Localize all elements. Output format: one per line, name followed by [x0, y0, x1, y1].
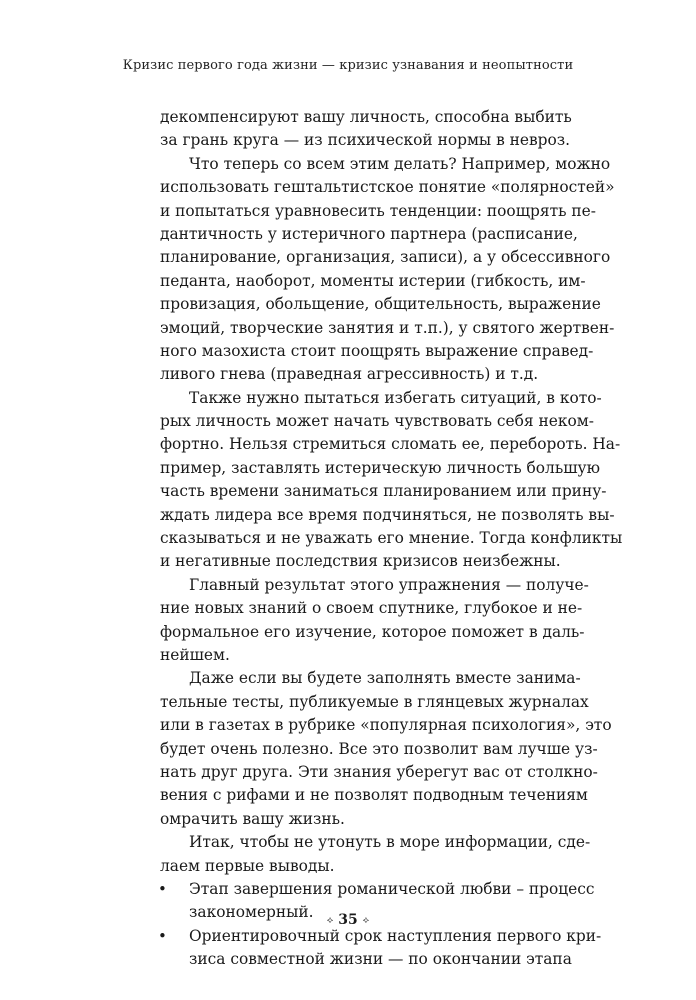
text-line: пример, заставлять истерическую личность большую [160, 458, 600, 477]
page-number-value: 35 [338, 912, 358, 928]
text-line: Ориентировочный срок наступления первого кри- [189, 926, 602, 945]
bullet-marker: • [158, 879, 167, 898]
text-line: фортно. Нельзя стремиться сломать ее, перебороть. На- [160, 435, 621, 454]
text-line: за грань круга — из психической нормы в невроз. [160, 131, 571, 150]
text-line: и негативные последствия кризисов неизбежны. [160, 552, 561, 571]
text-line: Что теперь со всем этим делать? Например, можно [189, 154, 611, 173]
text-line: вения с рифами и не позволят подводным течениям [160, 786, 588, 805]
running-header: Кризис первого года жизни — кризис узнавания и неопытности [122, 58, 574, 73]
text-line: ного мазохиста стоит поощрять выражение справед- [160, 341, 594, 360]
paragraph [160, 667, 612, 831]
text-line: рых личность может начать чувствовать себя неком- [160, 412, 594, 431]
paragraph [160, 831, 591, 878]
text-line: ливого гнева (праведная агрессивность) и т.д. [160, 365, 539, 384]
text-line: зиса совместной жизни — по окончании этапа [189, 950, 572, 969]
page-number [0, 912, 696, 928]
text-line: педанта, наоборот, моменты истерии (гибкость, им- [160, 271, 586, 290]
paragraph [160, 574, 589, 668]
text-line: часть времени заниматься планированием или прину- [160, 482, 607, 501]
text-line: использовать гештальтистское понятие «полярностей» [160, 178, 615, 197]
text-line: и попытаться уравновесить тенденции: поощрять пе- [160, 201, 596, 220]
text-line: Этап завершения романической любви – процесс [189, 879, 595, 898]
text-line: сказываться и не уважать его мнение. Тогда конфликты [160, 529, 623, 548]
text-line: нейшем. [160, 645, 230, 664]
text-line: декомпенсируют вашу личность, способна выбить [160, 108, 572, 126]
text-line: Также нужно пытаться избегать ситуаций, в кото- [189, 388, 602, 407]
text-line: формальное его изучение, которое поможет в даль- [160, 622, 585, 641]
text-line: закономерный. [189, 903, 314, 922]
text-line: тельные тесты, публикуемые в глянцевых журналах [160, 692, 589, 711]
paragraph [160, 387, 623, 574]
text-line: лаем первые выводы. [160, 856, 335, 875]
bullet-item [158, 925, 602, 972]
body-text [158, 106, 623, 971]
text-line: Даже если вы будете заполнять вместе занима- [189, 669, 581, 688]
text-line: эмоций, творческие занятия и т.п.), у святого жертвен- [160, 318, 615, 337]
text-line: провизация, обольщение, общительность, выражение [160, 295, 601, 314]
ornament-left-icon: ⟡ [326, 915, 334, 926]
ornament-right-icon: ⟡ [362, 915, 370, 926]
paragraph [160, 106, 572, 153]
text-line: ние новых знаний о своем спутнике, глубокое и не- [160, 599, 583, 618]
text-line: омрачить вашу жизнь. [160, 809, 345, 828]
text-line: Итак, чтобы не утонуть в море информации, сде- [189, 833, 591, 852]
text-line: Главный результат этого упражнения — получе- [189, 575, 589, 594]
bullet-marker: • [158, 926, 167, 945]
text-line: планирование, организация, записи), а у обсессивного [160, 248, 611, 267]
text-line: дантичность у истеричного партнера (расписание, [160, 224, 578, 243]
text-line: нать друг друга. Эти знания уберегут вас от столкно- [160, 762, 598, 781]
text-line: будет очень полезно. Все это позволит вам лучше уз- [160, 739, 598, 758]
text-line: ждать лидера все время подчиняться, не позволять вы- [160, 505, 615, 524]
text-line: или в газетах в рубрике «популярная психология», это [160, 716, 612, 735]
paragraph [160, 153, 615, 387]
